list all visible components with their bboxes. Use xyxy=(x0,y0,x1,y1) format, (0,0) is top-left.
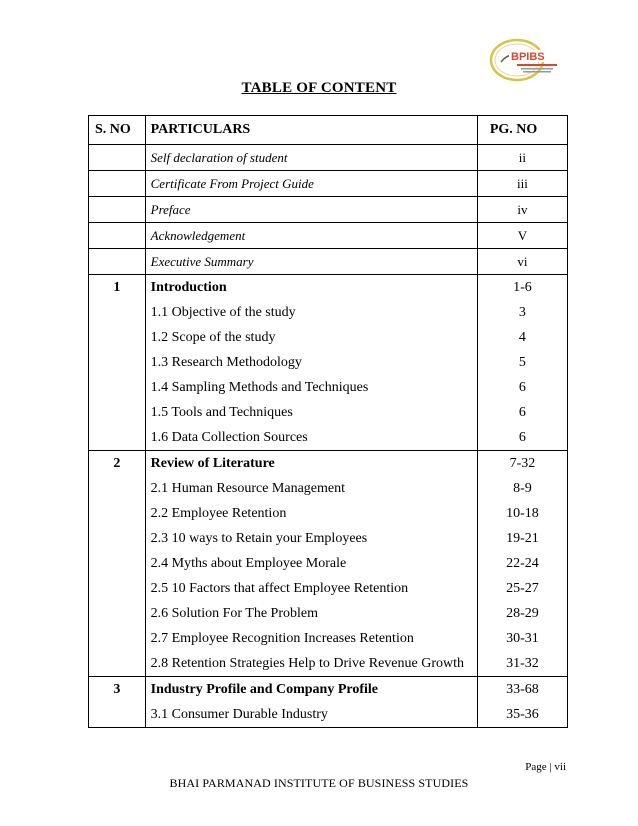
row-particulars: 1.6 Data Collection Sources xyxy=(145,425,477,451)
row-page: 28-29 xyxy=(477,601,567,626)
chapter-title: Review of Literature xyxy=(145,451,477,477)
table-row xyxy=(89,171,568,197)
table-row xyxy=(89,702,568,728)
row-particulars: 2.6 Solution For The Problem xyxy=(145,601,477,626)
chapter-page: 33-68 xyxy=(477,677,567,703)
chapter-page: 1-6 xyxy=(477,275,567,301)
chapter-row xyxy=(89,275,568,301)
chapter-page: 7-32 xyxy=(477,451,567,477)
table-of-contents xyxy=(88,115,568,728)
row-particulars: Certificate From Project Guide xyxy=(145,171,477,197)
page-number: Page | vii xyxy=(525,761,566,773)
row-particulars: 2.4 Myths about Employee Morale xyxy=(145,551,477,576)
row-page: 35-36 xyxy=(477,702,567,728)
row-particulars: 1.2 Scope of the study xyxy=(145,325,477,350)
table-row xyxy=(89,651,568,677)
row-page: 22-24 xyxy=(477,551,567,576)
row-particulars: 1.1 Objective of the study xyxy=(145,300,477,325)
row-page: 4 xyxy=(477,325,567,350)
table-row xyxy=(89,223,568,249)
row-particulars: Executive Summary xyxy=(145,249,477,275)
row-particulars: Acknowledgement xyxy=(145,223,477,249)
row-particulars: 2.7 Employee Recognition Increases Retention xyxy=(145,626,477,651)
table-row xyxy=(89,300,568,325)
row-particulars: 2.2 Employee Retention xyxy=(145,501,477,526)
page-title: TABLE OF CONTENT xyxy=(241,80,397,96)
row-page: 10-18 xyxy=(477,501,567,526)
row-page: 8-9 xyxy=(477,476,567,501)
table-row xyxy=(89,400,568,425)
table-row xyxy=(89,626,568,651)
row-page: vi xyxy=(477,249,567,275)
row-particulars: 1.3 Research Methodology xyxy=(145,350,477,375)
row-particulars: 2.5 10 Factors that affect Employee Retention xyxy=(145,576,477,601)
row-particulars: 2.1 Human Resource Management xyxy=(145,476,477,501)
row-particulars: 1.5 Tools and Techniques xyxy=(145,400,477,425)
row-page: iii xyxy=(477,171,567,197)
row-particulars: Self declaration of student xyxy=(145,145,477,171)
row-particulars: 1.4 Sampling Methods and Techniques xyxy=(145,375,477,400)
institute-logo-icon xyxy=(489,38,567,82)
table-row xyxy=(89,551,568,576)
row-page: V xyxy=(477,223,567,249)
row-page: 30-31 xyxy=(477,626,567,651)
chapter-number: 3 xyxy=(89,677,146,703)
table-row xyxy=(89,476,568,501)
table-row xyxy=(89,350,568,375)
table-row xyxy=(89,197,568,223)
row-particulars: 2.3 10 ways to Retain your Employees xyxy=(145,526,477,551)
table-row xyxy=(89,249,568,275)
row-page: 5 xyxy=(477,350,567,375)
table-row xyxy=(89,375,568,400)
row-page: 6 xyxy=(477,400,567,425)
chapter-number: 1 xyxy=(89,275,146,301)
table-row xyxy=(89,425,568,451)
table-row xyxy=(89,325,568,350)
row-page: ii xyxy=(477,145,567,171)
chapter-row xyxy=(89,451,568,477)
row-page: 3 xyxy=(477,300,567,325)
table-header-row xyxy=(89,116,568,145)
header-particulars: PARTICULARS xyxy=(145,116,477,145)
table-row xyxy=(89,526,568,551)
row-page: 6 xyxy=(477,375,567,400)
table-row xyxy=(89,576,568,601)
logo-text: BPIBS xyxy=(511,51,545,63)
row-page: 19-21 xyxy=(477,526,567,551)
institute-logo xyxy=(489,38,567,82)
row-particulars: 3.1 Consumer Durable Industry xyxy=(145,702,477,728)
header-sno: S. NO xyxy=(89,116,146,145)
header-page: PG. NO xyxy=(477,116,567,145)
chapter-row xyxy=(89,677,568,703)
chapter-title: Industry Profile and Company Profile xyxy=(145,677,477,703)
row-particulars: 2.8 Retention Strategies Help to Drive Revenue Growth xyxy=(145,651,477,677)
row-page: 25-27 xyxy=(477,576,567,601)
row-particulars: Preface xyxy=(145,197,477,223)
row-page: 31-32 xyxy=(477,651,567,677)
page-footer: BHAI PARMANAD INSTITUTE OF BUSINESS STUDIES xyxy=(169,776,469,790)
table-row xyxy=(89,501,568,526)
table-row xyxy=(89,145,568,171)
table-row xyxy=(89,601,568,626)
chapter-title: Introduction xyxy=(145,275,477,301)
row-page: iv xyxy=(477,197,567,223)
row-page: 6 xyxy=(477,425,567,451)
chapter-number: 2 xyxy=(89,451,146,477)
